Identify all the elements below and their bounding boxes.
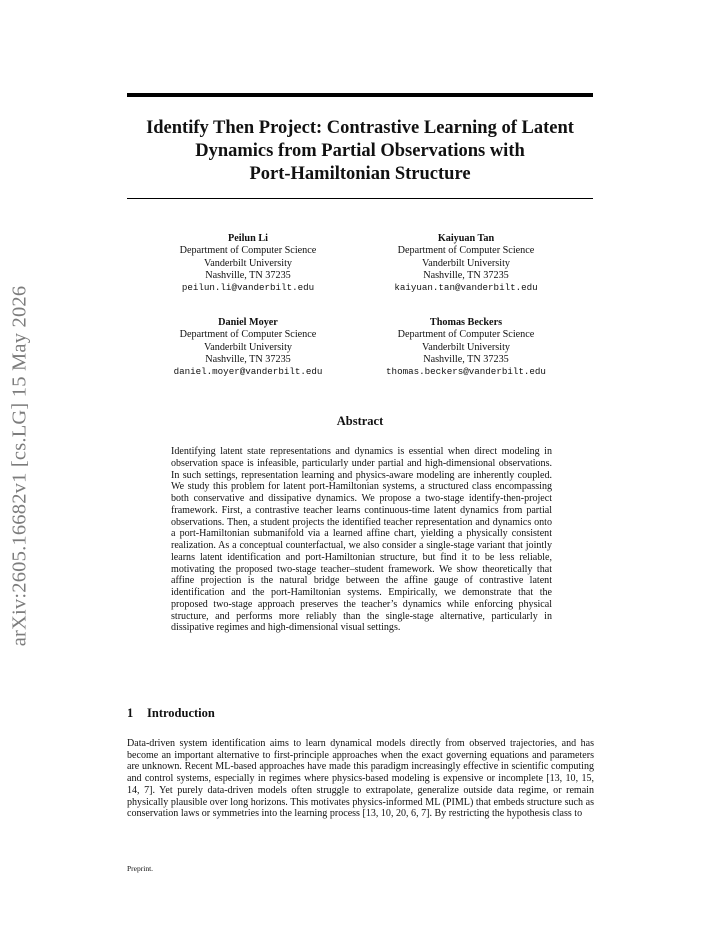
author-university: Vanderbilt University — [422, 341, 510, 353]
abstract-heading: Abstract — [336, 414, 384, 428]
author-block-daniel-moyer — [138, 317, 358, 378]
author-location: Nashville, TN 37235 — [205, 353, 291, 365]
author-email: daniel.moyer@vanderbilt.edu — [173, 366, 323, 378]
author-university: Vanderbilt University — [204, 257, 292, 269]
paper-title-line: Dynamics from Partial Observations with — [195, 141, 525, 161]
author-block-peilun-li — [138, 233, 358, 294]
author-university: Vanderbilt University — [204, 341, 292, 353]
author-block-kaiyuan-tan — [356, 233, 576, 294]
preprint-footer: Preprint. — [127, 864, 154, 873]
abstract-text: Identifying latent state representations and dynamics is essential when direct modeling in observation space is infeasible, particularly under partial and high-dimensional observations. In such settings, representation learning and physics-aware modeling are inherently coupled. We study this problem for latent port-Hamiltonian systems, a structured class encompassing both conservative and dissipative dynamics. We propose a two-stage identify-then-project framework. First, a contrastive teacher learns continuous-time latent dynamics from partial observations. Then, a student projects the identified teacher representation and dynamics onto a port-Hamiltonian submanifold via a learned affine chart, yielding a physically consistent realization. As a conceptual counterfactual, we also consider a single-stage variant that jointly learns latent identification and port-Hamiltonian structure, but find it to be less reliable, motivating the proposed two-stage teacher–student framework. We show theoretically that affine projection is the natural bridge between the affine gauge of contrastive latent identification and the port-Hamiltonian systems. Empirically, we demonstrate that the proposed two-stage approach preserves the teacher’s dynamics while enforcing physical structure, and performs more reliably than the single-stage alternative, particularly in dissipative regimes and high-dimensional visual settings. — [171, 446, 552, 634]
section-heading-introduction — [127, 706, 215, 721]
title-top-rule — [127, 93, 593, 97]
author-name: Daniel Moyer — [218, 317, 278, 328]
paper-title-line: Port-Hamiltonian Structure — [249, 164, 471, 184]
author-department: Department of Computer Science — [179, 329, 317, 341]
title-bottom-rule — [127, 198, 593, 199]
section-title: Introduction — [147, 706, 215, 720]
author-location: Nashville, TN 37235 — [423, 269, 509, 281]
author-department: Department of Computer Science — [179, 245, 317, 257]
author-name: Peilun Li — [228, 233, 268, 244]
arxiv-identifier-text: arXiv:2605.16682v1 [cs.LG] 15 May 2026 — [8, 285, 31, 647]
author-location: Nashville, TN 37235 — [205, 269, 291, 281]
author-email: thomas.beckers@vanderbilt.edu — [386, 366, 546, 378]
paper-title — [120, 117, 600, 186]
paper-title-line: Identify Then Project: Contrastive Learning of Latent — [146, 118, 574, 138]
author-department: Department of Computer Science — [397, 329, 535, 341]
author-email: peilun.li@vanderbilt.edu — [181, 282, 315, 294]
author-block-thomas-beckers — [356, 317, 576, 378]
author-university: Vanderbilt University — [422, 257, 510, 269]
author-name: Thomas Beckers — [429, 317, 503, 328]
author-department: Department of Computer Science — [397, 245, 535, 257]
author-email: kaiyuan.tan@vanderbilt.edu — [394, 282, 538, 294]
section-number: 1 — [127, 706, 134, 720]
author-location: Nashville, TN 37235 — [423, 353, 509, 365]
introduction-text: Data-driven system identification aims to learn dynamical models directly from observed trajectories, and has become an important alternative to first-principle approaches when the exact governing equations and parameters are unknown. Recent ML-based approaches have made this paradigm increasingly effective in scientific computing and control systems, especially in regimes where physics-based modeling is expensive or incomplete [13, 10, 15, 14, 7]. Yet purely data-driven models often struggle to extrapolate, generalize outside data regime, or remain physically plausible over long horizons. This motivates physics-informed ML (PIML) that embeds structure such as conservation laws or symmetries into the learning process [13, 10, 20, 6, 7]. By restricting the hypothesis class to — [127, 738, 594, 820]
author-name: Kaiyuan Tan — [437, 233, 495, 244]
